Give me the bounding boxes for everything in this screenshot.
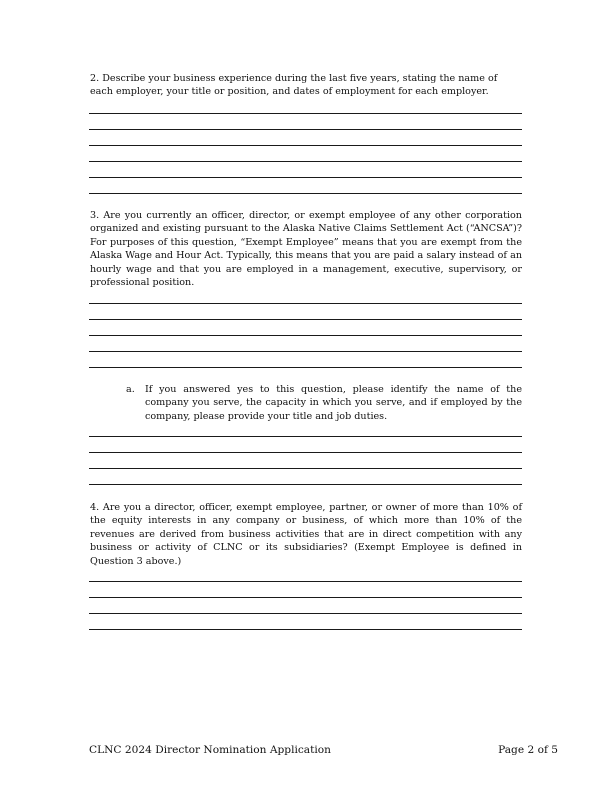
answer-line[interactable] [89, 319, 522, 320]
answer-line[interactable] [89, 581, 522, 582]
answer-line[interactable] [89, 335, 522, 336]
answer-line[interactable] [89, 351, 522, 352]
answer-line[interactable] [89, 597, 522, 598]
answer-line[interactable] [89, 468, 522, 469]
answer-line[interactable] [89, 367, 522, 368]
answer-line[interactable] [89, 113, 522, 114]
answer-line[interactable] [89, 303, 522, 304]
question-4-text: 4. Are you a director, officer, exempt employee, partner, or owner of more than 10% of the equity interests in any company or business, of which more than 10% of the revenues are derived from business activities that are in direct competition with any business or activity of CLNC or its subsidiaries? (Exempt Employee is defined in Question 3 above.) [90, 502, 522, 567]
answer-line[interactable] [89, 129, 522, 130]
question-3-text: 3. Are you currently an officer, director, or exempt employee of any other corporation organized and existing pursuant to the Alaska Native Claims Settlement Act (“ANCSA”)? For purposes of this question, “Exempt Employee” means that you are exempt from the Alaska Wage and Hour Act. Typically, this means that you are paid a salary instead of an hourly wage and that you are employed in a management, executive, supervisory, or professional position. [90, 210, 522, 289]
footer-page-number: Page 2 of 5 [498, 744, 558, 756]
question-3a-text: If you answered yes to this question, please identify the name of the company you serve, the capacity in which you serve, and if employed by the company, please provide your title and job duties. [145, 384, 522, 422]
answer-line[interactable] [89, 452, 522, 453]
answer-line[interactable] [89, 629, 522, 630]
answer-line[interactable] [89, 613, 522, 614]
question-2-text: 2. Describe your business experience during the last five years, stating the name of each employer, your title or position, and dates of employment for each employer. [90, 73, 498, 98]
answer-line[interactable] [89, 177, 522, 178]
answer-line[interactable] [89, 161, 522, 162]
footer-document-title: CLNC 2024 Director Nomination Application [89, 744, 331, 756]
answer-line[interactable] [89, 145, 522, 146]
answer-line[interactable] [89, 436, 522, 437]
answer-line[interactable] [89, 484, 522, 485]
sub-question-marker: a. [126, 384, 135, 395]
answer-line[interactable] [89, 193, 522, 194]
